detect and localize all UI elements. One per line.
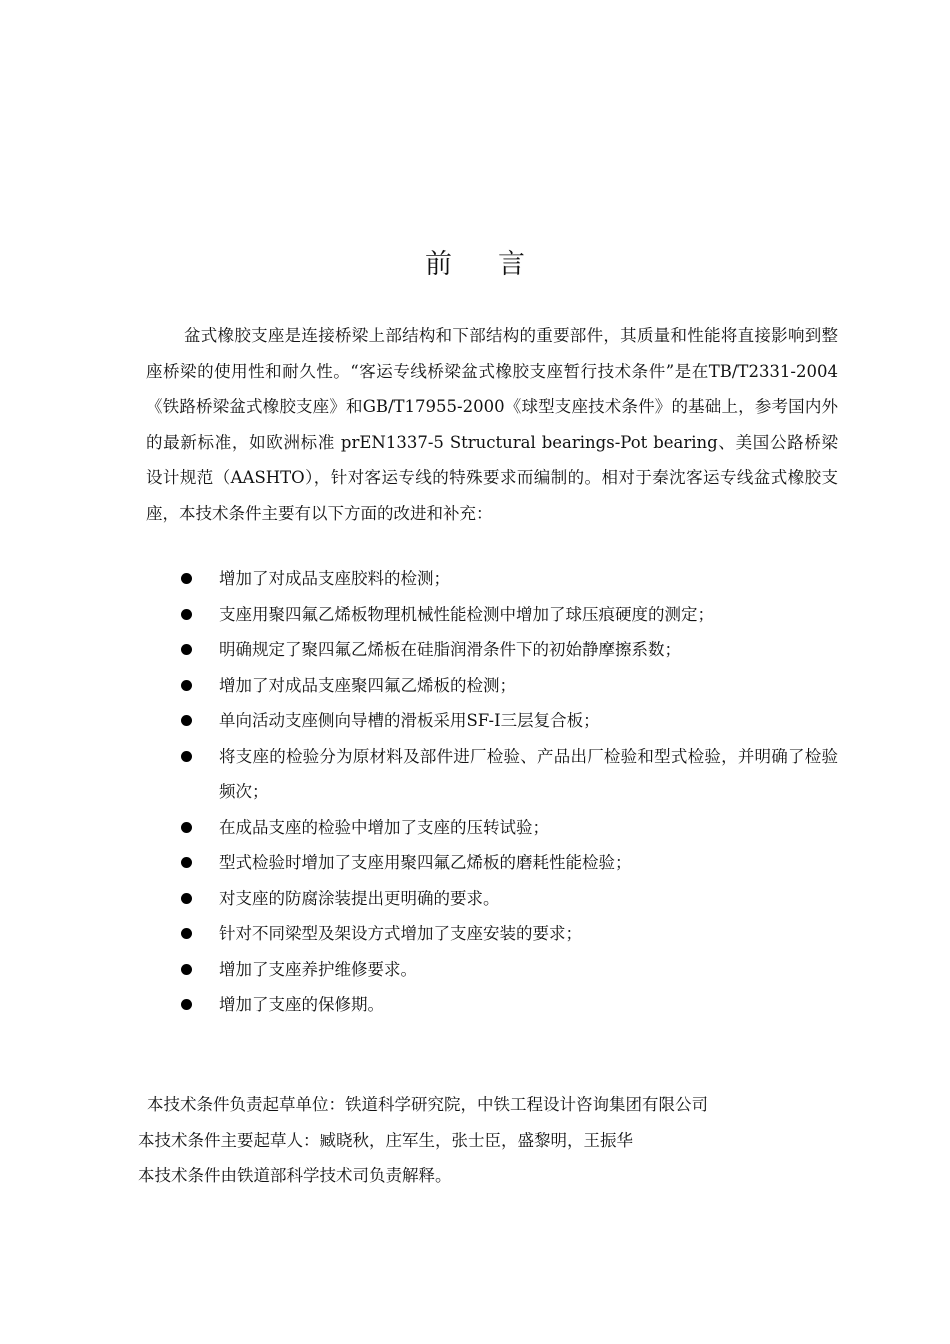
list-item [146, 703, 838, 739]
list-item-text: 型式检验时增加了支座用聚四氟乙烯板的磨耗性能检验； [219, 853, 632, 872]
bullet-icon [181, 857, 192, 868]
list-item-text: 针对不同梁型及架设方式增加了支座安装的要求； [219, 924, 582, 943]
list-item-text: 单向活动支座侧向导槽的滑板采用SF-I三层复合板； [219, 711, 600, 730]
bullet-icon [181, 822, 192, 833]
list-item [146, 916, 838, 952]
main-drafters-line: 本技术条件主要起草人：臧晓秋，庄军生，张士臣，盛黎明，王振华 [138, 1130, 633, 1150]
list-item [146, 597, 838, 633]
list-item-text: 在成品支座的检验中增加了支座的压转试验； [219, 817, 549, 837]
document-footer [138, 1087, 858, 1194]
list-item [146, 845, 838, 881]
list-item-text: 对支座的防腐涂装提出更明确的要求。 [219, 888, 500, 908]
list-item [146, 632, 838, 668]
list-item [146, 952, 838, 988]
list-item [146, 987, 838, 1023]
list-item [146, 668, 838, 704]
list-item-text: 增加了支座的保修期。 [219, 995, 384, 1014]
page-title: 前言 [425, 249, 571, 280]
list-item-text: 增加了支座养护维修要求。 [219, 959, 417, 979]
bullet-icon [181, 999, 192, 1010]
interpretation-line: 本技术条件由铁道部科学技术司负责解释。 [138, 1166, 452, 1185]
bullet-icon [181, 609, 192, 620]
bullet-icon [181, 928, 192, 939]
list-item [146, 810, 838, 846]
bullet-icon [181, 680, 192, 691]
bullet-icon [181, 644, 192, 655]
list-item [146, 561, 838, 597]
bullet-icon [181, 751, 192, 762]
intro-paragraph: 盆式橡胶支座是连接桥梁上部结构和下部结构的重要部件，其质量和性能将直接影响到整座桥梁的使用性和耐久性。“客运专线桥梁盆式橡胶支座暂行技术条件”是在TB/T2331-2004《铁路桥梁盆式橡胶支座》和GB/T17955-2000《球型支座技术条件》的基础上，参考国内外的最新标准，如欧洲标准 prEN1337-5 Structural bearings-Pot bearing、美国公路桥梁设计规范（AASHTO），针对客运专线的特殊要求而编制的。相对于秦沈客运专线盆式橡胶支座，本技术条件主要有以下方面的改进和补充： [146, 326, 838, 523]
list-item-text: 增加了对成品支座胶料的检测； [219, 569, 450, 588]
improvement-list [146, 561, 838, 1023]
bullet-icon [181, 893, 192, 904]
bullet-icon [181, 573, 192, 584]
list-item-text: 将支座的检验分为原材料及部件进厂检验、产品出厂检验和型式检验，并明确了检验频次； [219, 746, 838, 801]
list-item-text: 明确规定了聚四氟乙烯板在硅脂润滑条件下的初始静摩擦系数； [219, 640, 681, 659]
list-item-text: 增加了对成品支座聚四氟乙烯板的检测； [219, 675, 516, 695]
list-item [146, 739, 838, 810]
list-item [146, 881, 838, 917]
bullet-icon [181, 964, 192, 975]
list-item-text: 支座用聚四氟乙烯板物理机械性能检测中增加了球压痕硬度的测定； [219, 604, 714, 624]
bullet-icon [181, 715, 192, 726]
drafting-unit-line: 本技术条件负责起草单位：铁道科学研究院，中铁工程设计咨询集团有限公司 [147, 1095, 708, 1114]
